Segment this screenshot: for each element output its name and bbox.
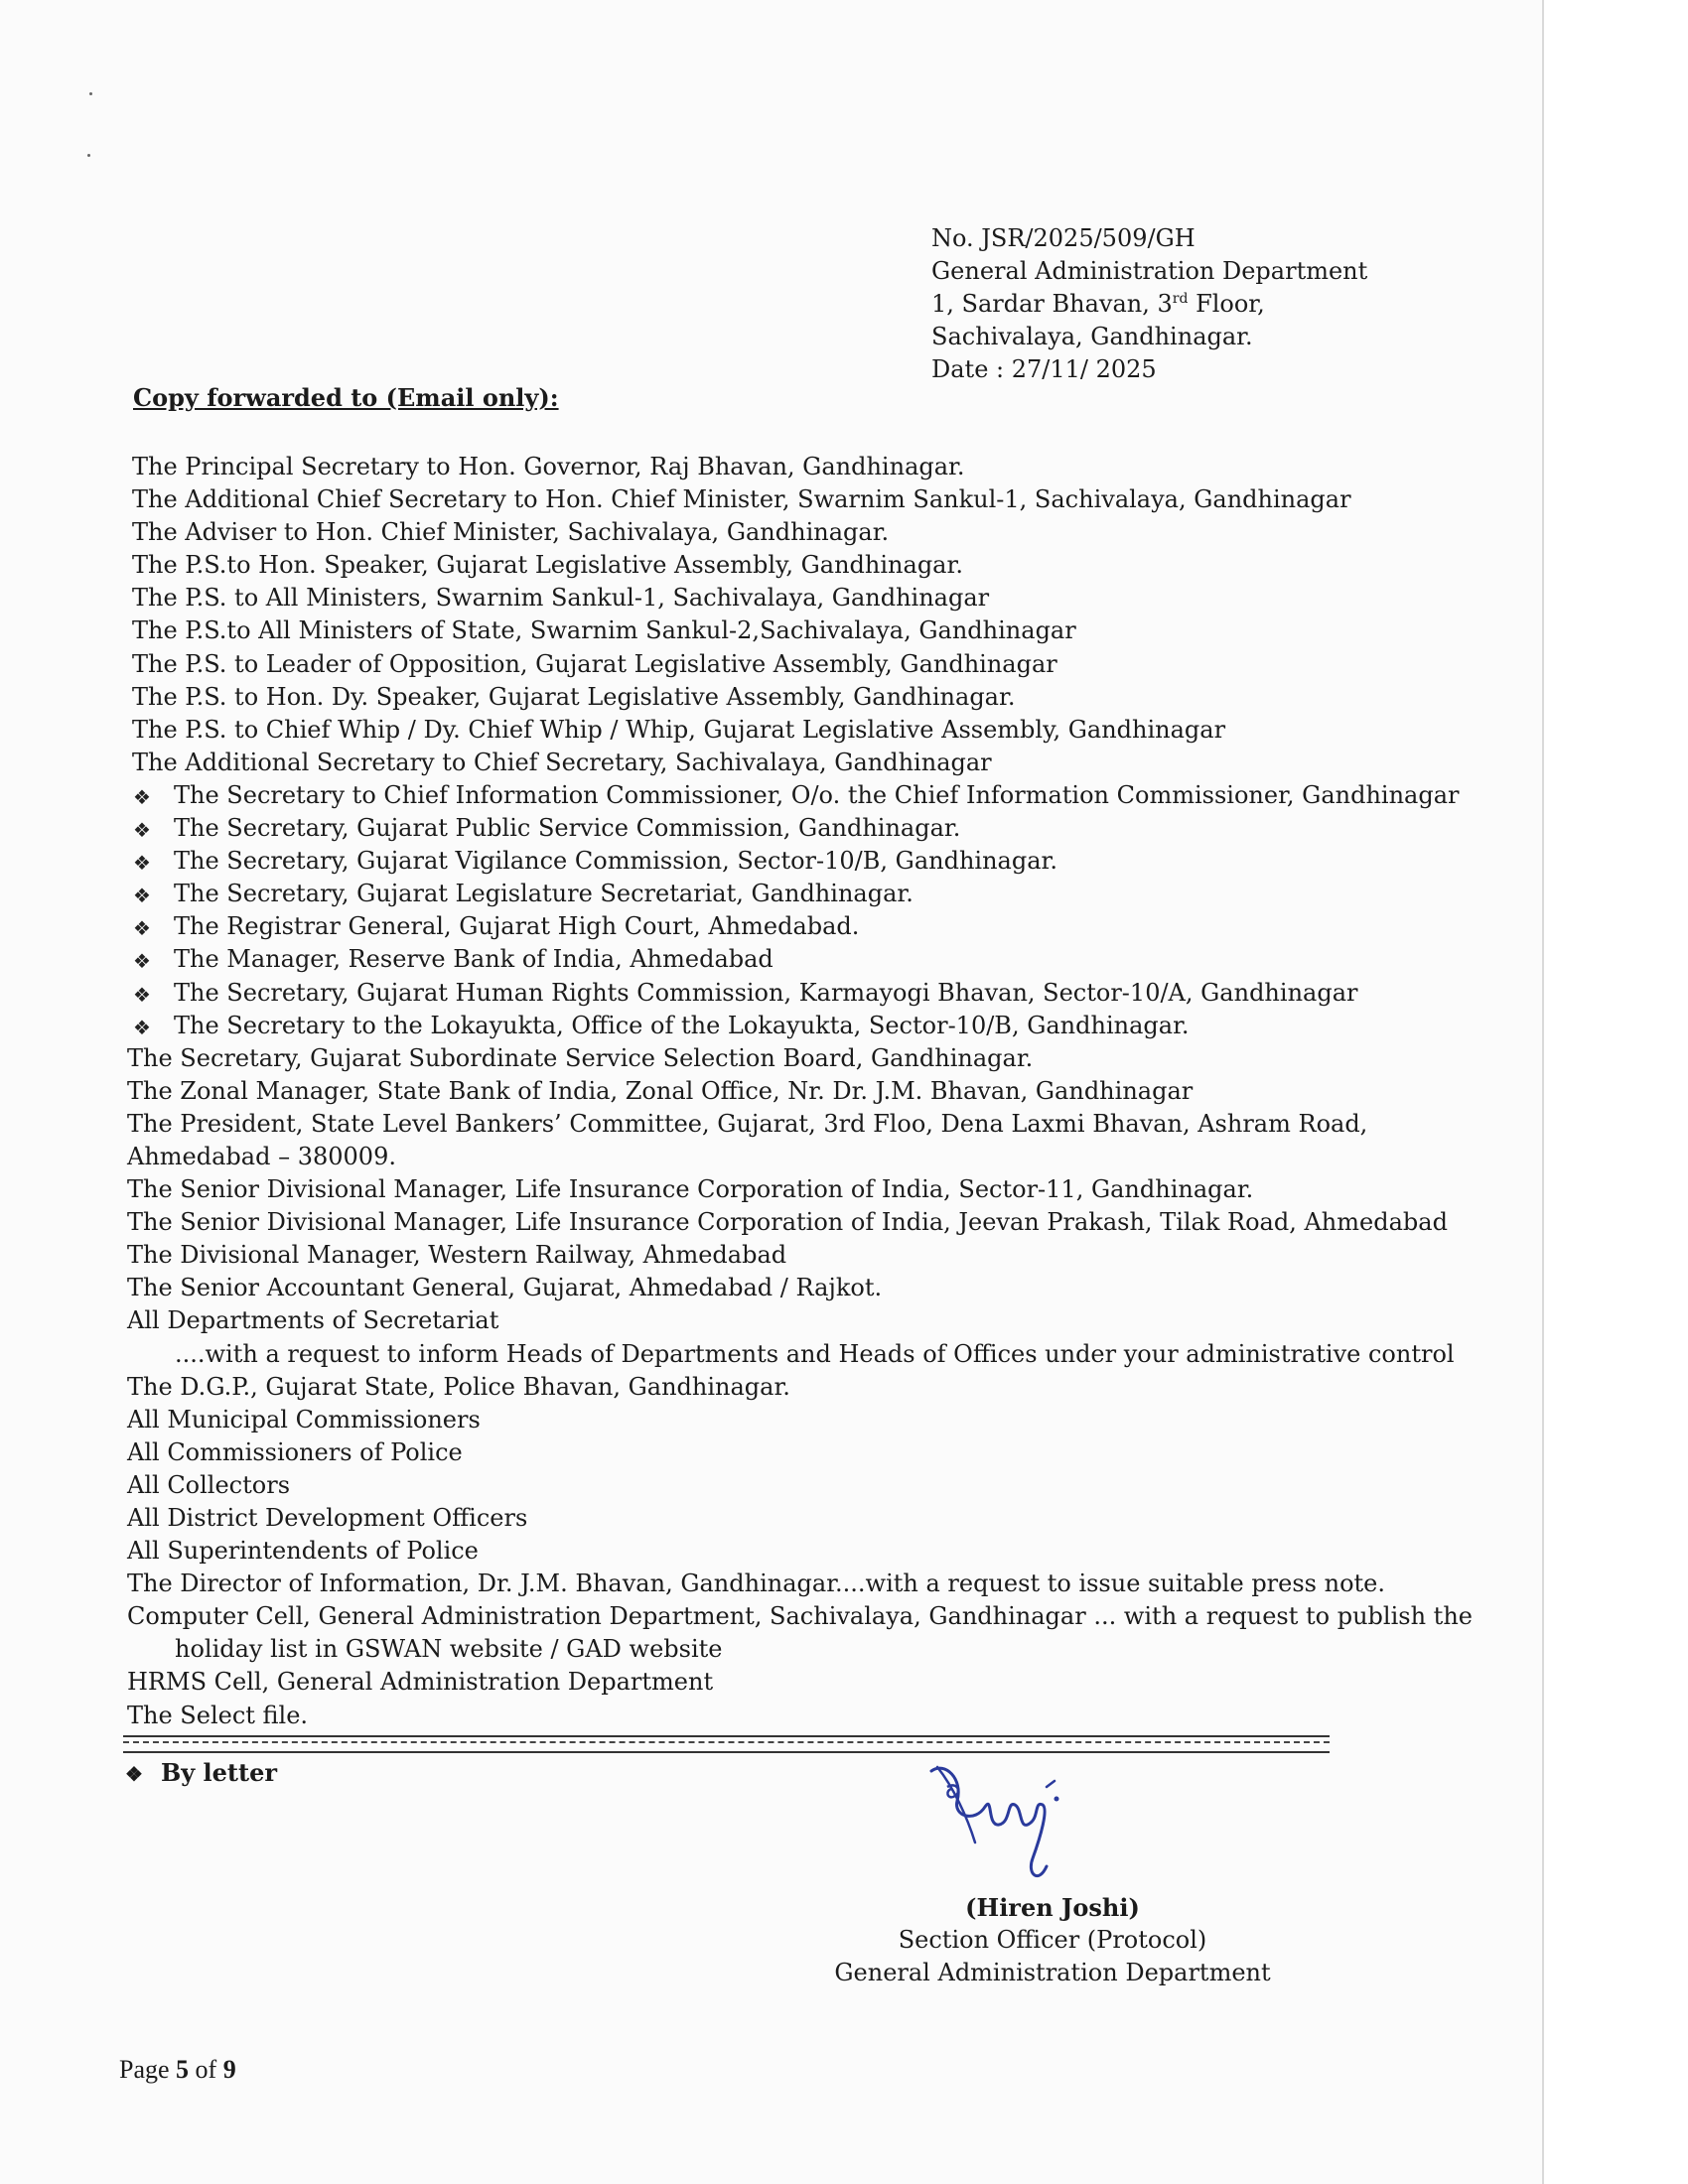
recipient-line <box>0 845 1544 878</box>
by-letter-label: By letter <box>160 1758 277 1787</box>
recipient-line <box>0 1206 1544 1239</box>
recipient-text: The D.G.P., Gujarat State, Police Bhavan, Gandhinagar. <box>127 1372 790 1401</box>
recipient-text: The P.S.to All Ministers of State, Swarnim Sankul-2,Sachivalaya, Gandhinagar <box>132 616 1076 645</box>
recipient-text: The Director of Information, Dr. J.M. Bhavan, Gandhinagar....with a request to issue suitable press note. <box>127 1570 1385 1598</box>
recipient-line <box>0 1404 1544 1436</box>
recipient-line <box>0 681 1544 714</box>
recipient-text: The Secretary to Chief Information Commissioner, O/o. the Chief Information Commissioner, Gandhinagar <box>174 780 1460 809</box>
signatory-department: General Administration Department <box>834 1959 1271 1986</box>
reference-block <box>931 222 1367 386</box>
recipient-text: The Secretary, Gujarat Legislature Secretariat, Gandhinagar. <box>174 880 914 908</box>
reference-department: General Administration Department <box>931 257 1368 285</box>
recipient-line <box>0 1535 1544 1568</box>
recipient-line <box>0 1173 1544 1206</box>
by-letter-line <box>125 1758 277 1787</box>
diamond-bullet-icon: ❖ <box>133 982 151 1007</box>
recipient-text: The Senior Accountant General, Gujarat, Ahmedabad / Rajkot. <box>127 1274 883 1302</box>
recipient-line <box>0 1141 1544 1173</box>
recipient-line <box>0 648 1544 681</box>
recipient-line <box>0 516 1544 549</box>
reference-address: 1, Sardar Bhavan, 3rd Floor, <box>931 290 1265 318</box>
recipient-text: The Additional Secretary to Chief Secretary, Sachivalaya, Gandhinagar <box>132 748 992 776</box>
recipient-text: The P.S. to Hon. Dy. Speaker, Gujarat Legislative Assembly, Gandhinagar. <box>132 682 1016 711</box>
recipient-line <box>0 977 1544 1010</box>
diamond-bullet-icon: ❖ <box>133 916 151 941</box>
signatory-designation: Section Officer (Protocol) <box>898 1926 1207 1954</box>
recipient-line <box>0 1700 1544 1732</box>
recipient-line <box>0 1666 1544 1699</box>
recipient-text: The Adviser to Hon. Chief Minister, Sachivalaya, Gandhinagar. <box>132 518 890 547</box>
recipient-line <box>0 1502 1544 1535</box>
signatory-block <box>834 1891 1271 1989</box>
recipient-line <box>0 549 1544 582</box>
recipient-line <box>0 1010 1544 1042</box>
recipient-line <box>0 582 1544 614</box>
recipient-text: The Senior Divisional Manager, Life Insurance Corporation of India, Jeevan Prakash, Tilak Road, Ahmedabad <box>127 1208 1448 1237</box>
scan-speck <box>89 92 92 95</box>
recipient-line <box>0 943 1544 976</box>
recipient-line <box>0 1108 1544 1141</box>
recipient-text: ....with a request to inform Heads of Departments and Heads of Offices under your administrative control <box>175 1339 1455 1368</box>
recipient-text: All Commissioners of Police <box>127 1437 463 1466</box>
diamond-bullet-icon: ❖ <box>133 784 151 809</box>
recipient-text: All Departments of Secretariat <box>127 1306 499 1335</box>
recipient-text: The Manager, Reserve Bank of India, Ahmedabad <box>174 945 774 974</box>
recipient-text: The Secretary, Gujarat Vigilance Commission, Sector-10/B, Gandhinagar. <box>174 847 1057 876</box>
recipient-line <box>0 451 1544 483</box>
recipient-line <box>0 614 1544 647</box>
diamond-bullet-icon: ❖ <box>133 818 151 843</box>
recipient-line <box>0 1436 1544 1469</box>
recipient-text: The Secretary, Gujarat Public Service Commission, Gandhinagar. <box>174 814 961 843</box>
recipient-text: The P.S. to Leader of Opposition, Gujarat Legislative Assembly, Gandhinagar <box>132 649 1057 678</box>
page-margin <box>1544 0 1688 2184</box>
diamond-bullet-icon: ❖ <box>133 949 151 974</box>
recipient-text: Computer Cell, General Administration Department, Sachivalaya, Gandhinagar ... with a request to publish the <box>127 1602 1473 1631</box>
copy-forwarded-heading: Copy forwarded to (Email only): <box>133 383 559 412</box>
recipient-line <box>0 483 1544 516</box>
recipient-line <box>0 779 1544 812</box>
recipient-text: holiday list in GSWAN website / GAD website <box>175 1635 723 1664</box>
recipient-line <box>0 1600 1544 1633</box>
recipient-line <box>0 1042 1544 1075</box>
scan-speck <box>87 154 90 157</box>
recipient-text: The Select file. <box>127 1701 309 1729</box>
reference-date: Date : 27/11/ 2025 <box>931 355 1157 383</box>
recipient-text: HRMS Cell, General Administration Department <box>127 1668 714 1697</box>
recipient-text: All Municipal Commissioners <box>127 1405 481 1433</box>
diamond-bullet-icon: ❖ <box>133 1015 151 1039</box>
recipient-text: All District Development Officers <box>127 1504 528 1532</box>
recipient-line <box>0 1371 1544 1404</box>
recipient-line <box>0 910 1544 943</box>
recipient-line <box>0 714 1544 747</box>
recipient-line <box>0 878 1544 910</box>
recipient-line <box>0 1469 1544 1502</box>
recipient-line <box>0 812 1544 845</box>
recipient-text: The Secretary, Gujarat Human Rights Commission, Karmayogi Bhavan, Sector-10/A, Gandhinagar <box>174 978 1358 1007</box>
recipient-text: All Collectors <box>127 1470 291 1499</box>
diamond-bullet-icon: ❖ <box>133 851 151 876</box>
recipient-text: The Secretary to the Lokayukta, Office of the Lokayukta, Sector-10/B, Gandhinagar. <box>174 1011 1190 1039</box>
separator-rule <box>123 1735 1330 1753</box>
recipient-text: The P.S.to Hon. Speaker, Gujarat Legislative Assembly, Gandhinagar. <box>132 551 963 580</box>
recipient-line <box>0 1568 1544 1600</box>
recipient-text: The President, State Level Bankers’ Committee, Gujarat, 3rd Floo, Dena Laxmi Bhavan, Ashram Road, <box>127 1109 1368 1138</box>
recipient-line <box>0 1633 1544 1666</box>
diamond-bullet-icon: ❖ <box>133 884 151 908</box>
recipient-text: The Secretary, Gujarat Subordinate Service Selection Board, Gandhinagar. <box>127 1043 1034 1072</box>
recipient-line <box>0 1239 1544 1272</box>
recipient-line <box>0 1338 1544 1371</box>
diamond-bullet-icon: ❖ <box>125 1762 143 1786</box>
page-number: Page 5 of 9 <box>119 2055 236 2084</box>
signatory-name: (Hiren Joshi) <box>965 1893 1140 1922</box>
recipient-text: The Additional Chief Secretary to Hon. Chief Minister, Swarnim Sankul-1, Sachivalaya, Gandhinagar <box>132 485 1351 514</box>
reference-number: No. JSR/2025/509/GH <box>931 224 1196 252</box>
recipient-text: The P.S. to All Ministers, Swarnim Sankul-1, Sachivalaya, Gandhinagar <box>132 584 990 613</box>
recipient-text: All Superintendents of Police <box>127 1537 479 1566</box>
recipient-text: The Registrar General, Gujarat High Court, Ahmedabad. <box>174 912 860 941</box>
recipient-text: The Senior Divisional Manager, Life Insurance Corporation of India, Sector-11, Gandhinagar. <box>127 1175 1254 1204</box>
reference-city: Sachivalaya, Gandhinagar. <box>931 323 1253 350</box>
recipient-text: Ahmedabad – 380009. <box>127 1142 396 1170</box>
recipient-text: The Zonal Manager, State Bank of India, Zonal Office, Nr. Dr. J.M. Bhavan, Gandhinagar <box>127 1076 1194 1105</box>
recipient-list <box>0 451 1544 1732</box>
recipient-text: The Principal Secretary to Hon. Governor, Raj Bhavan, Gandhinagar. <box>132 453 965 480</box>
recipient-line <box>0 747 1544 779</box>
handwritten-signature <box>923 1757 1102 1896</box>
recipient-text: The Divisional Manager, Western Railway, Ahmedabad <box>127 1241 787 1270</box>
recipient-line <box>0 1272 1544 1304</box>
recipient-line <box>0 1304 1544 1337</box>
recipient-line <box>0 1075 1544 1108</box>
recipient-text: The P.S. to Chief Whip / Dy. Chief Whip / Whip, Gujarat Legislative Assembly, Gandhinagar <box>132 715 1226 744</box>
